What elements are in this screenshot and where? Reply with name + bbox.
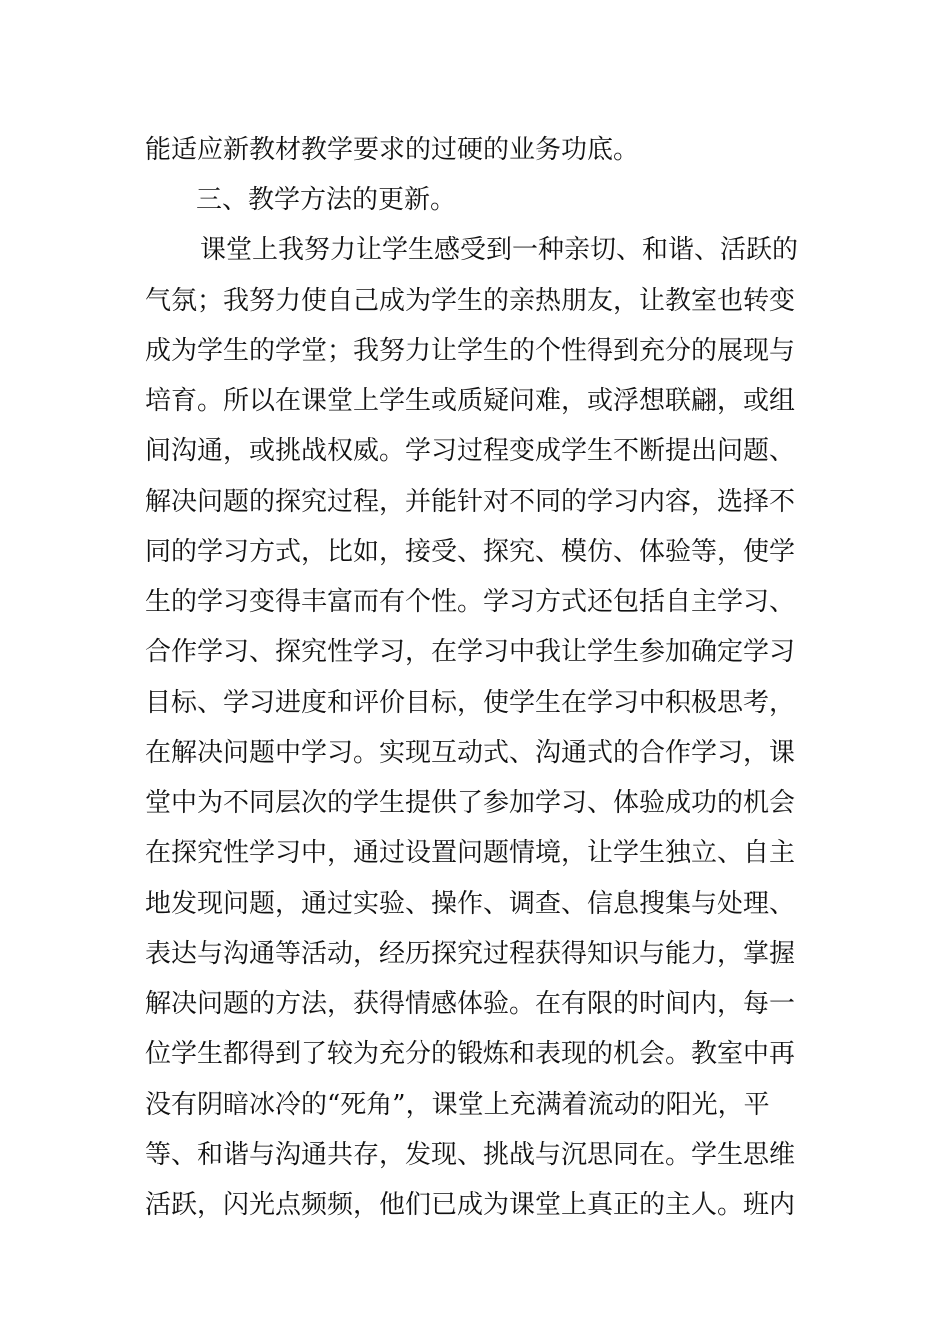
text-line: 没有阴暗冰冷的“死角”，课堂上充满着流动的阳光，平 xyxy=(145,1090,770,1120)
text-line: 等、和谐与沟通共存，发现、挑战与沉思同在。学生思维 xyxy=(145,1140,796,1170)
text-line: 同的学习方式，比如，接受、探究、模仿、体验等，使学 xyxy=(145,537,796,567)
text-line: 堂中为不同层次的学生提供了参加学习、体验成功的机会 xyxy=(145,788,796,818)
text-line: 气氛；我努力使自己成为学生的亲热朋友，让教室也转变 xyxy=(145,286,796,316)
text-line: 目标、学习进度和评价目标，使学生在学习中积极思考， xyxy=(145,688,796,718)
text-line: 活跃，闪光点频频，他们已成为课堂上真正的主人。班内 xyxy=(145,1190,796,1220)
text-line: 合作学习、探究性学习，在学习中我让学生参加确定学习 xyxy=(145,637,796,667)
text-line: 间沟通，或挑战权威。学习过程变成学生不断提出问题、 xyxy=(145,436,796,466)
section-heading: 三、教学方法的更新。 xyxy=(196,185,457,215)
text-line: 培育。所以在课堂上学生或质疑问难，或浮想联翩，或组 xyxy=(145,386,796,416)
text-line: 解决问题的探究过程，并能针对不同的学习内容，选择不 xyxy=(145,487,796,517)
text-line: 表达与沟通等活动，经历探究过程获得知识与能力，掌握 xyxy=(145,939,796,969)
text-line: 在解决问题中学习。实现互动式、沟通式的合作学习，课 xyxy=(145,738,796,768)
text-line: 在探究性学习中，通过设置问题情境，让学生独立、自主 xyxy=(145,838,796,868)
text-line: 解决问题的方法，获得情感体验。在有限的时间内，每一 xyxy=(145,989,796,1019)
text-line: 成为学生的学堂；我努力让学生的个性得到充分的展现与 xyxy=(145,336,796,366)
text-line: 位学生都得到了较为充分的锻炼和表现的机会。教室中再 xyxy=(145,1039,796,1069)
text-line: 生的学习变得丰富而有个性。学习方式还包括自主学习、 xyxy=(145,587,796,617)
text-line: 课堂上我努力让学生感受到一种亲切、和谐、活跃的 xyxy=(200,235,799,265)
text-line: 地发现问题，通过实验、操作、调查、信息搜集与处理、 xyxy=(145,889,796,919)
text-line: 能适应新教材教学要求的过硬的业务功底。 xyxy=(145,135,640,165)
